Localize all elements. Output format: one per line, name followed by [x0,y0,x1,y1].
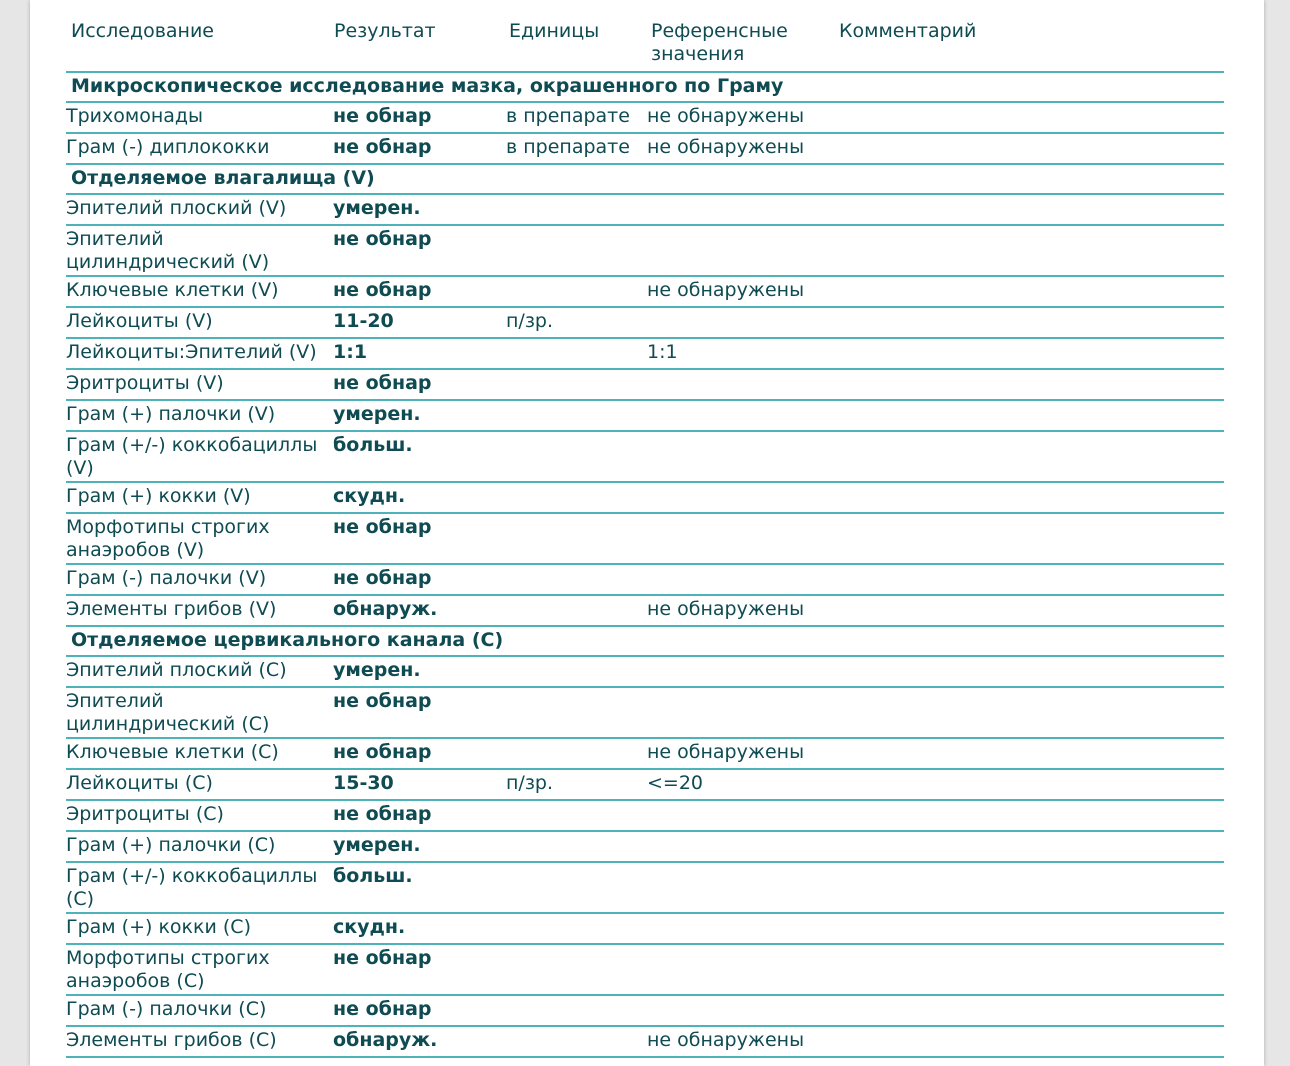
report-page [30,0,1264,1066]
reference-cell: не обнаружены [647,598,805,620]
result-cell: обнаруж. [333,598,438,620]
table-row [66,401,1224,432]
table-row [66,277,1224,308]
result-cell: не обнар [333,690,432,712]
study-cell: Грам (-) палочки (C) [66,998,267,1020]
study-cell: Грам (+) палочки (C) [66,834,276,856]
units-cell: п/зр. [506,772,554,794]
study-cell: Грам (+) кокки (C) [66,916,251,938]
study-cell: Элементы грибов (C) [66,1029,277,1051]
study-cell: Грам (-) палочки (V) [66,567,267,589]
table-body [66,73,1224,1058]
result-cell: 11-20 [333,310,394,332]
study-cell: Эпителий плоский (V) [66,197,287,219]
reference-cell: не обнаружены [647,136,805,158]
units-cell: п/зр. [506,310,554,332]
table-row [66,514,1224,565]
study-cell: Лейкоциты:Эпителий (V) [66,341,317,363]
table-row [66,688,1224,739]
header-comment: Комментарий [839,20,977,42]
table-row [66,945,1224,996]
reference-cell: <=20 [647,772,704,794]
study-cell: Эпителий цилиндрический (C) [66,690,270,735]
study-cell: Эритроциты (C) [66,803,224,825]
table-row [66,832,1224,863]
study-cell: Морфотипы строгих анаэробов (V) [66,516,270,561]
result-cell: не обнар [333,741,432,763]
table-row [66,195,1224,226]
reference-cell: не обнаружены [647,1029,805,1051]
table-row [66,226,1224,277]
result-cell: не обнар [333,136,432,158]
reference-cell: не обнаружены [647,279,805,301]
study-cell: Эпителий цилиндрический (V) [66,228,270,273]
result-cell: не обнар [333,803,432,825]
table-row [66,739,1224,770]
table-row [66,657,1224,688]
table-row [66,1027,1224,1058]
section-title: Микроскопическое исследование мазка, окрашенного по Граму [66,73,1224,103]
study-cell: Ключевые клетки (V) [66,279,279,301]
result-cell: не обнар [333,567,432,589]
result-cell: не обнар [333,372,432,394]
study-cell: Элементы грибов (V) [66,598,277,620]
study-cell: Грам (-) диплококки [66,136,270,158]
result-cell: не обнар [333,516,432,538]
table-row [66,432,1224,483]
table-row [66,308,1224,339]
result-cell: умерен. [333,659,421,681]
table-row [66,801,1224,832]
header-units: Единицы [509,20,600,42]
result-cell: больш. [333,434,413,456]
result-cell: не обнар [333,228,432,250]
table-row [66,914,1224,945]
result-cell: 1:1 [333,341,368,363]
header-study: Исследование [71,20,215,42]
lab-results-table [66,18,1224,1058]
result-cell: не обнар [333,105,432,127]
study-cell: Трихомонады [66,105,204,127]
table-row [66,483,1224,514]
result-cell: обнаруж. [333,1029,438,1051]
study-cell: Морфотипы строгих анаэробов (C) [66,947,270,992]
result-cell: не обнар [333,947,432,969]
table-row [66,770,1224,801]
table-row [66,370,1224,401]
table-header [66,18,1224,73]
table-row [66,565,1224,596]
table-row [66,596,1224,627]
study-cell: Эпителий плоский (C) [66,659,287,681]
study-cell: Лейкоциты (C) [66,772,213,794]
reference-cell: 1:1 [647,341,678,363]
study-cell: Эритроциты (V) [66,372,224,394]
section-title: Отделяемое влагалища (V) [66,165,1224,195]
result-cell: скудн. [333,916,406,938]
header-reference: Референсные значения [651,20,788,65]
reference-cell: не обнаружены [647,741,805,763]
result-cell: 15-30 [333,772,394,794]
table-row [66,103,1224,134]
table-row [66,863,1224,914]
result-cell: умерен. [333,403,421,425]
table-row [66,339,1224,370]
study-cell: Ключевые клетки (C) [66,741,279,763]
result-cell: не обнар [333,279,432,301]
result-cell: умерен. [333,834,421,856]
result-cell: не обнар [333,998,432,1020]
table-row [66,134,1224,165]
header-result: Результат [334,20,436,42]
result-cell: умерен. [333,197,421,219]
units-cell: в препарате [506,105,630,127]
study-cell: Лейкоциты (V) [66,310,213,332]
study-cell: Грам (+/-) коккобациллы (C) [66,865,318,910]
study-cell: Грам (+) палочки (V) [66,403,276,425]
units-cell: в препарате [506,136,630,158]
result-cell: скудн. [333,485,406,507]
table-row [66,996,1224,1027]
reference-cell: не обнаружены [647,105,805,127]
section-title: Отделяемое цервикального канала (C) [66,627,1224,657]
study-cell: Грам (+/-) коккобациллы (V) [66,434,318,479]
study-cell: Грам (+) кокки (V) [66,485,251,507]
result-cell: больш. [333,865,413,887]
